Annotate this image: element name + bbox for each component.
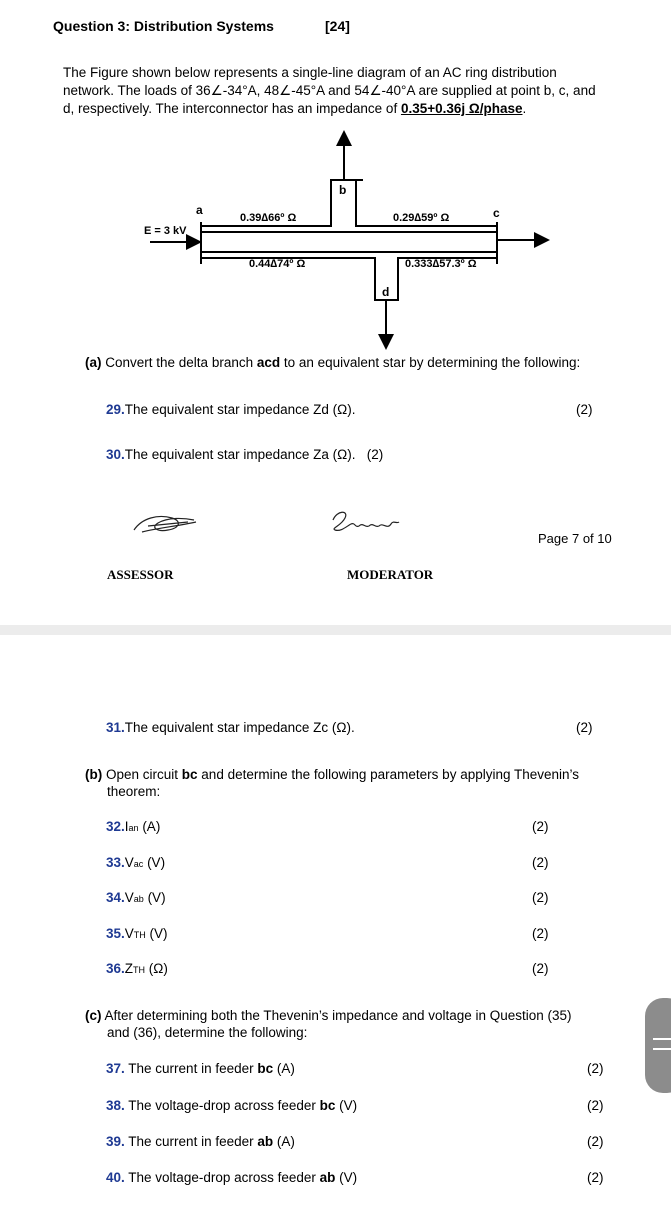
unit: (V)	[335, 1170, 358, 1185]
question-30	[106, 447, 383, 462]
unit: (Ω)	[145, 961, 168, 976]
intro-line-1: The Figure shown below represents a single-line diagram of an AC ring distribution	[63, 65, 557, 80]
question-31	[106, 720, 355, 735]
node-a-label: a	[196, 203, 203, 217]
part-c-label: (c)	[85, 1008, 102, 1023]
part-a-label: (a)	[85, 355, 102, 370]
question-intro	[63, 64, 623, 118]
unit: (V)	[335, 1098, 358, 1113]
question-37-marks: (2)	[587, 1061, 604, 1076]
source-label: E = 3 kV	[144, 225, 187, 237]
feeder-name: ab	[257, 1134, 274, 1149]
part-b-text-end: and determine the following parameters by applying Thevenin’s	[197, 767, 580, 782]
question-38	[106, 1098, 357, 1113]
node-b-label: b	[339, 183, 347, 197]
impedance-ad: 0.44∆74º Ω	[249, 258, 306, 270]
part-b-text: Open circuit	[102, 767, 182, 782]
intro-line-3	[63, 100, 623, 118]
impedance-ab: 0.39∆66º Ω	[240, 212, 297, 224]
question-number: 36.	[106, 961, 125, 976]
question-35-marks: (2)	[532, 926, 549, 941]
question-30-marks: (2)	[366, 447, 384, 462]
question-number: 34.	[106, 890, 125, 905]
question-number: 31.	[106, 720, 125, 735]
feeder-name: bc	[319, 1098, 336, 1113]
question-number: 40.	[106, 1170, 125, 1185]
part-b-prompt	[85, 766, 625, 800]
question-marks: [24]	[325, 18, 350, 34]
part-b-label: (b)	[85, 767, 103, 782]
question-text: The current in feeder	[124, 1134, 258, 1149]
question-number: 38.	[106, 1098, 125, 1113]
question-number: 30.	[106, 447, 125, 462]
part-a-prompt	[85, 355, 580, 370]
question-number: 33.	[106, 855, 125, 870]
question-35	[106, 926, 168, 941]
impedance-dc: 0.333∆57.3º Ω	[405, 258, 477, 270]
question-36	[106, 961, 168, 976]
question-40	[106, 1170, 357, 1185]
page-number: Page 7 of 10	[538, 531, 612, 546]
question-34	[106, 890, 166, 905]
moderator-signature	[325, 506, 405, 536]
symbol: V	[124, 926, 134, 941]
node-d-label: d	[382, 285, 390, 299]
part-a-text: Convert the delta branch	[101, 355, 257, 370]
question-number: 35.	[106, 926, 125, 941]
subscript: TH	[133, 930, 146, 940]
moderator-label: MODERATOR	[347, 567, 434, 582]
assessor-signature	[128, 508, 200, 538]
question-33	[106, 855, 165, 870]
question-38-marks: (2)	[587, 1098, 604, 1113]
menu-line-icon	[653, 1038, 671, 1040]
unit: (A)	[273, 1134, 295, 1149]
question-34-marks: (2)	[532, 890, 549, 905]
question-37	[106, 1061, 295, 1076]
question-text: The voltage-drop across feeder	[124, 1170, 320, 1185]
intro-line-3-end: .	[522, 101, 527, 116]
unit: (V)	[143, 855, 166, 870]
question-number: 32.	[106, 819, 125, 834]
page-8	[0, 635, 671, 1205]
part-c-text-line2: and (36), determine the following:	[107, 1025, 308, 1040]
question-text: The equivalent star impedance Zd (Ω).	[124, 402, 356, 417]
unit: (V)	[145, 926, 168, 941]
question-text: The equivalent star impedance Za (Ω).	[124, 447, 356, 462]
part-b-text-line2: theorem:	[107, 784, 161, 799]
ring-diagram	[0, 120, 671, 360]
question-39-marks: (2)	[587, 1134, 604, 1149]
question-text: The current in feeder	[124, 1061, 258, 1076]
question-number: 29.	[106, 402, 125, 417]
intro-line-3-text: d, respectively. The interconnector has an impedance of	[63, 101, 401, 116]
unit: (V)	[143, 890, 166, 905]
question-29-marks: (2)	[576, 402, 593, 417]
unit: (A)	[273, 1061, 295, 1076]
intro-line-2: network. The loads of 36∠-34°A, 48∠-45°A and 54∠-40°A are supplied at point b, c, and	[63, 83, 596, 98]
subscript: TH	[133, 965, 146, 975]
question-29	[106, 402, 355, 417]
part-a-branch: acd	[256, 355, 281, 370]
assessor-label: ASSESSOR	[107, 567, 174, 582]
part-a-text-end: to an equivalent star by determining the following:	[280, 355, 581, 370]
question-40-marks: (2)	[587, 1170, 604, 1185]
symbol: Z	[124, 961, 134, 976]
symbol: V	[124, 890, 134, 905]
page-separator	[0, 625, 671, 635]
unit: (A)	[138, 819, 161, 834]
part-c-prompt	[85, 1007, 625, 1041]
subscript: ab	[133, 894, 144, 904]
side-menu-tab[interactable]	[645, 998, 671, 1093]
question-text: The voltage-drop across feeder	[124, 1098, 320, 1113]
part-c-text: After determining both the Thevenin’s impedance and voltage in Question (35)	[101, 1008, 572, 1023]
question-33-marks: (2)	[532, 855, 549, 870]
symbol: V	[124, 855, 134, 870]
question-number: 37.	[106, 1061, 125, 1076]
question-39	[106, 1134, 295, 1149]
menu-line-icon	[653, 1048, 671, 1050]
question-title: Question 3: Distribution Systems	[53, 18, 274, 34]
question-32	[106, 819, 160, 834]
interconnector-impedance: 0.35+0.36j Ω/phase	[400, 101, 523, 116]
feeder-name: ab	[319, 1170, 336, 1185]
subscript: ac	[133, 859, 144, 869]
question-number: 39.	[106, 1134, 125, 1149]
node-c-label: c	[493, 206, 500, 220]
question-32-marks: (2)	[532, 819, 549, 834]
subscript: an	[128, 823, 139, 833]
question-36-marks: (2)	[532, 961, 549, 976]
impedance-bc: 0.29∆59º Ω	[393, 212, 450, 224]
question-text: The equivalent star impedance Zc (Ω).	[124, 720, 355, 735]
feeder-name: bc	[257, 1061, 274, 1076]
symbol: I	[124, 819, 129, 834]
part-b-open: bc	[181, 767, 198, 782]
question-31-marks: (2)	[576, 720, 593, 735]
